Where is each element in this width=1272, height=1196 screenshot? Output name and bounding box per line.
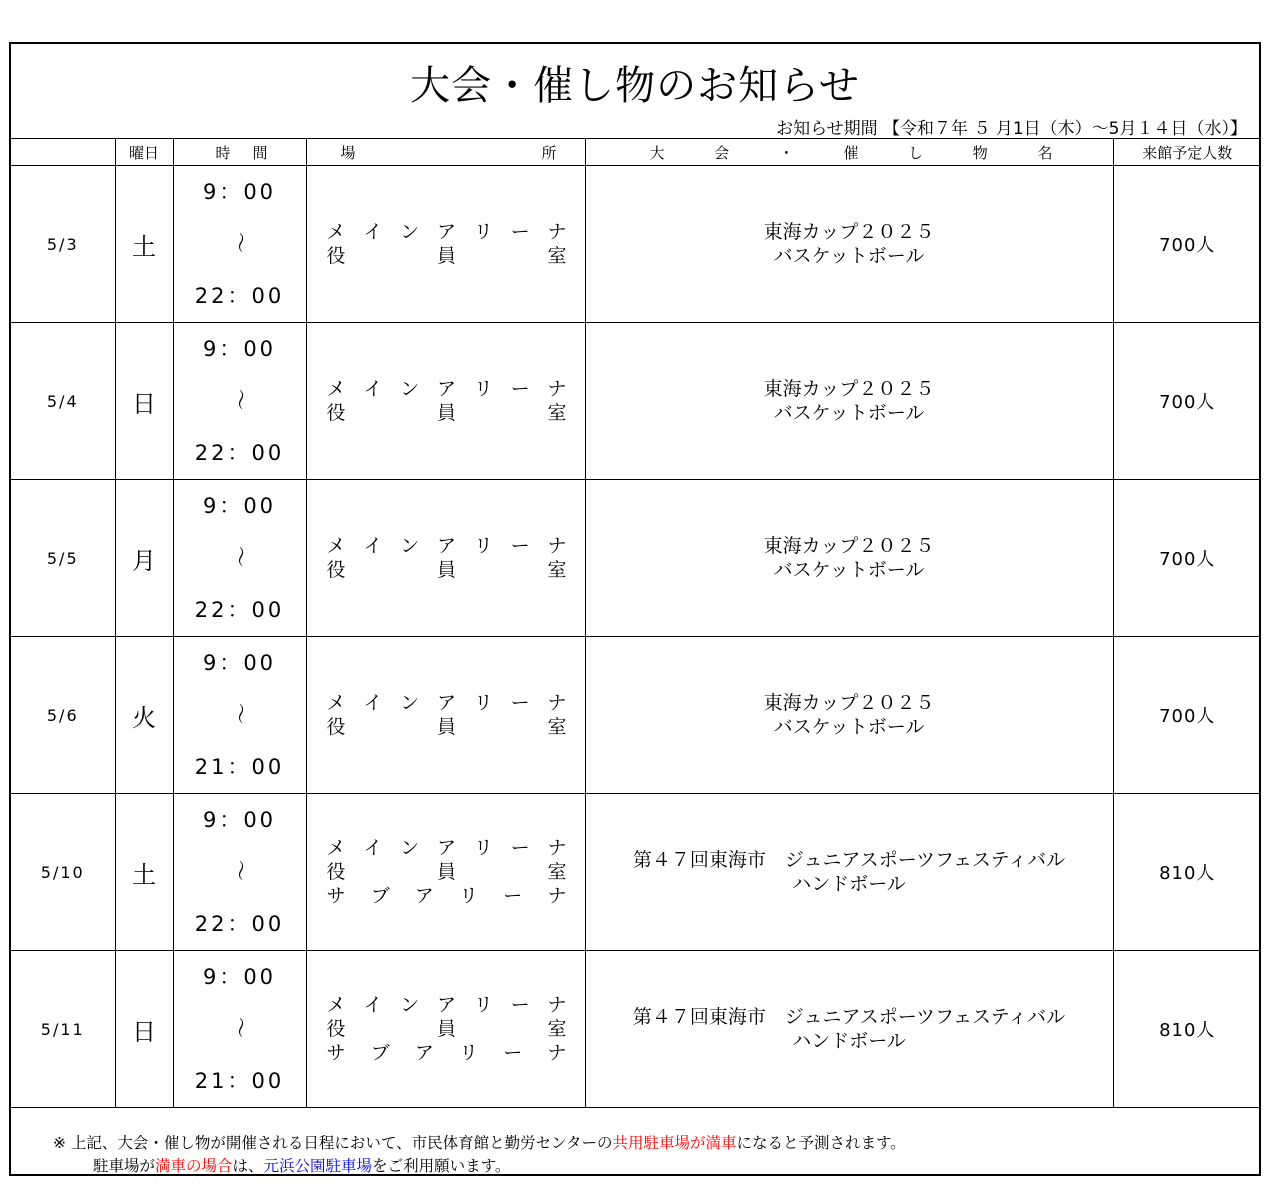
- venue-cell: [306, 951, 585, 1108]
- venue-line: [327, 884, 567, 908]
- venue-char: ナ: [547, 1042, 567, 1064]
- end-time: 22：00: [194, 598, 285, 622]
- venue-char: 員: [436, 245, 456, 267]
- dow-cell: 土: [115, 166, 173, 323]
- visitor-count-cell: 810人: [1113, 794, 1261, 951]
- venue-char: 員: [436, 1018, 456, 1040]
- event-name: 東海カップ２０２５: [763, 535, 935, 557]
- header-time: [173, 139, 306, 166]
- venue-char: ア: [436, 994, 456, 1016]
- event-cell: [585, 166, 1113, 323]
- header-time-char: 間: [252, 143, 268, 162]
- venue-char: 室: [547, 1018, 567, 1040]
- time-separator: ～: [227, 1017, 252, 1041]
- venue-char: 室: [547, 716, 567, 738]
- venue-char: ー: [510, 692, 530, 714]
- header-venue-char: 所: [541, 143, 557, 162]
- event-cell: [585, 323, 1113, 480]
- venue-line: [327, 220, 567, 244]
- event-name: 東海カップ２０２５: [763, 378, 935, 400]
- event-sport: バスケットボール: [773, 716, 925, 738]
- venue-char: ナ: [547, 221, 567, 243]
- venue-char: ア: [436, 692, 456, 714]
- venue-char: リ: [473, 378, 493, 400]
- dow-cell: 土: [115, 794, 173, 951]
- visitor-count-cell: 700人: [1113, 480, 1261, 637]
- event-name: 東海カップ２０２５: [763, 692, 935, 714]
- end-time: 22：00: [194, 912, 285, 936]
- venue-cell: [306, 637, 585, 794]
- start-time: 9：00: [202, 808, 277, 832]
- venue-char: ン: [400, 994, 420, 1016]
- venue-char: イ: [363, 837, 383, 859]
- venue-char: 役: [326, 402, 346, 424]
- venue-char: リ: [473, 221, 493, 243]
- venue-char: メ: [326, 994, 346, 1016]
- date-cell: 5/4: [11, 323, 115, 480]
- event-sport: バスケットボール: [773, 402, 925, 424]
- venue-char: 役: [326, 559, 346, 581]
- venue-char: ー: [510, 535, 530, 557]
- venue-line: [327, 1017, 567, 1041]
- venue-char: 役: [326, 245, 346, 267]
- header-event-char: 大: [649, 143, 665, 162]
- venue-char: メ: [326, 837, 346, 859]
- venue-char: 員: [436, 716, 456, 738]
- time-separator: ～: [227, 860, 252, 884]
- venue-char: メ: [326, 535, 346, 557]
- parking-note: [53, 1132, 906, 1178]
- venue-char: メ: [326, 221, 346, 243]
- venue-char: ア: [436, 535, 456, 557]
- venue-char: メ: [326, 692, 346, 714]
- venue-line: [327, 534, 567, 558]
- header-count: 来館予定人数: [1113, 139, 1261, 166]
- start-time: 9：00: [202, 651, 277, 675]
- venue-char: 室: [547, 402, 567, 424]
- venue-char: 役: [326, 716, 346, 738]
- venue-char: サ: [326, 885, 346, 907]
- venue-char: リ: [473, 994, 493, 1016]
- event-name: 第４７回東海市 ジュニアスポーツフェスティバル: [632, 849, 1066, 871]
- venue-char: ン: [400, 378, 420, 400]
- venue-char: 役: [326, 861, 346, 883]
- time-separator: ～: [227, 389, 252, 413]
- event-name: 第４７回東海市 ジュニアスポーツフェスティバル: [632, 1006, 1066, 1028]
- date-cell: 5/5: [11, 480, 115, 637]
- event-sport: ハンドボール: [792, 1030, 906, 1052]
- venue-char: ー: [510, 221, 530, 243]
- header-date: [11, 139, 115, 166]
- event-sport: バスケットボール: [773, 559, 925, 581]
- end-time: 21：00: [194, 755, 285, 779]
- note-highlight-red: 満車の場合: [155, 1157, 233, 1175]
- header-event: [585, 139, 1113, 166]
- venue-line: [327, 691, 567, 715]
- visitor-count-cell: 700人: [1113, 637, 1261, 794]
- venue-char: 室: [547, 861, 567, 883]
- venue-char: ー: [510, 837, 530, 859]
- date-cell: 5/6: [11, 637, 115, 794]
- visitor-count-cell: 700人: [1113, 166, 1261, 323]
- venue-char: ー: [503, 1042, 523, 1064]
- venue-line: [327, 993, 567, 1017]
- table-header-row: [11, 139, 1261, 166]
- venue-char: ナ: [547, 885, 567, 907]
- time-cell: [173, 480, 306, 637]
- venue-char: イ: [363, 378, 383, 400]
- dow-cell: 日: [115, 951, 173, 1108]
- venue-char: サ: [326, 1042, 346, 1064]
- dow-cell: 日: [115, 323, 173, 480]
- venue-line: [327, 558, 567, 582]
- header-event-char: 会: [714, 143, 730, 162]
- venue-char: 役: [326, 1018, 346, 1040]
- venue-char: ナ: [547, 378, 567, 400]
- end-time: 22：00: [194, 284, 285, 308]
- event-cell: [585, 480, 1113, 637]
- time-cell: [173, 951, 306, 1108]
- venue-char: ー: [510, 994, 530, 1016]
- venue-char: 室: [547, 245, 567, 267]
- venue-line: [327, 377, 567, 401]
- event-sport: ハンドボール: [792, 873, 906, 895]
- venue-char: 室: [547, 559, 567, 581]
- venue-cell: [306, 480, 585, 637]
- header-event-char: 名: [1037, 143, 1053, 162]
- venue-char: リ: [459, 885, 479, 907]
- notice-period: お知らせ期間 【令和７年 ５ 月1日（木）～5月１４日（水）】: [776, 119, 1247, 139]
- venue-char: ア: [414, 885, 434, 907]
- venue-char: ン: [400, 221, 420, 243]
- visitor-count-cell: 700人: [1113, 323, 1261, 480]
- venue-char: 員: [436, 402, 456, 424]
- venue-char: ブ: [370, 885, 390, 907]
- venue-char: メ: [326, 378, 346, 400]
- note-highlight-blue: 元浜公園駐車場: [263, 1157, 373, 1175]
- table-row: [11, 323, 1261, 480]
- time-cell: [173, 323, 306, 480]
- date-cell: 5/10: [11, 794, 115, 951]
- time-separator: ～: [227, 546, 252, 570]
- venue-char: リ: [473, 837, 493, 859]
- venue-char: イ: [363, 535, 383, 557]
- venue-char: イ: [363, 692, 383, 714]
- header-venue-char: 場: [340, 143, 356, 162]
- venue-char: リ: [459, 1042, 479, 1064]
- venue-char: ブ: [370, 1042, 390, 1064]
- venue-char: ナ: [547, 692, 567, 714]
- venue-char: 員: [436, 559, 456, 581]
- time-cell: [173, 166, 306, 323]
- event-cell: [585, 951, 1113, 1108]
- table-row: [11, 794, 1261, 951]
- table-row: [11, 480, 1261, 637]
- notice-sheet: [9, 42, 1261, 1176]
- venue-char: ン: [400, 837, 420, 859]
- start-time: 9：00: [202, 494, 277, 518]
- start-time: 9：00: [202, 965, 277, 989]
- header-event-char: し: [908, 143, 924, 162]
- start-time: 9：00: [202, 180, 277, 204]
- table-row: [11, 166, 1261, 323]
- time-separator: ～: [227, 703, 252, 727]
- venue-line: [327, 836, 567, 860]
- venue-cell: [306, 794, 585, 951]
- header-venue: [306, 139, 585, 166]
- venue-char: ア: [414, 1042, 434, 1064]
- header-event-char: 催: [843, 143, 859, 162]
- event-name: 東海カップ２０２５: [763, 221, 935, 243]
- note-line-1: ※ 上記、大会・催し物が開催される日程において、市民体育館と勤労センターの共用駐車場が満車になると予測されます。: [53, 1134, 906, 1152]
- note-highlight-red: 共用駐車場が満車: [612, 1134, 737, 1152]
- date-cell: 5/11: [11, 951, 115, 1108]
- page-title: 大会・催し物のお知らせ: [410, 63, 860, 109]
- venue-char: リ: [473, 535, 493, 557]
- venue-char: ナ: [547, 994, 567, 1016]
- event-cell: [585, 794, 1113, 951]
- venue-char: ー: [503, 885, 523, 907]
- visitor-count-cell: 810人: [1113, 951, 1261, 1108]
- header-event-char: 物: [972, 143, 988, 162]
- venue-line: [327, 244, 567, 268]
- end-time: 22：00: [194, 441, 285, 465]
- event-table: [11, 138, 1261, 1108]
- venue-line: [327, 715, 567, 739]
- venue-line: [327, 860, 567, 884]
- header-time-char: 時: [215, 143, 231, 162]
- start-time: 9：00: [202, 337, 277, 361]
- venue-char: イ: [363, 221, 383, 243]
- header-dow: 曜日: [115, 139, 173, 166]
- time-cell: [173, 637, 306, 794]
- venue-char: ン: [400, 692, 420, 714]
- venue-line: [327, 1041, 567, 1065]
- event-sport: バスケットボール: [773, 245, 925, 267]
- venue-cell: [306, 323, 585, 480]
- dow-cell: 月: [115, 480, 173, 637]
- dow-cell: 火: [115, 637, 173, 794]
- event-cell: [585, 637, 1113, 794]
- header-event-char: ・: [778, 143, 794, 162]
- end-time: 21：00: [194, 1069, 285, 1093]
- venue-char: ナ: [547, 837, 567, 859]
- venue-char: ア: [436, 837, 456, 859]
- venue-char: ア: [436, 378, 456, 400]
- time-separator: ～: [227, 232, 252, 256]
- time-cell: [173, 794, 306, 951]
- venue-char: イ: [363, 994, 383, 1016]
- venue-char: ー: [510, 378, 530, 400]
- venue-char: ナ: [547, 535, 567, 557]
- venue-char: リ: [473, 692, 493, 714]
- date-cell: 5/3: [11, 166, 115, 323]
- note-line-2: 駐車場が満車の場合は、元浜公園駐車場をご利用願います。: [93, 1157, 511, 1175]
- venue-line: [327, 401, 567, 425]
- venue-char: 員: [436, 861, 456, 883]
- table-row: [11, 951, 1261, 1108]
- venue-char: ン: [400, 535, 420, 557]
- venue-char: ア: [436, 221, 456, 243]
- venue-cell: [306, 166, 585, 323]
- table-row: [11, 637, 1261, 794]
